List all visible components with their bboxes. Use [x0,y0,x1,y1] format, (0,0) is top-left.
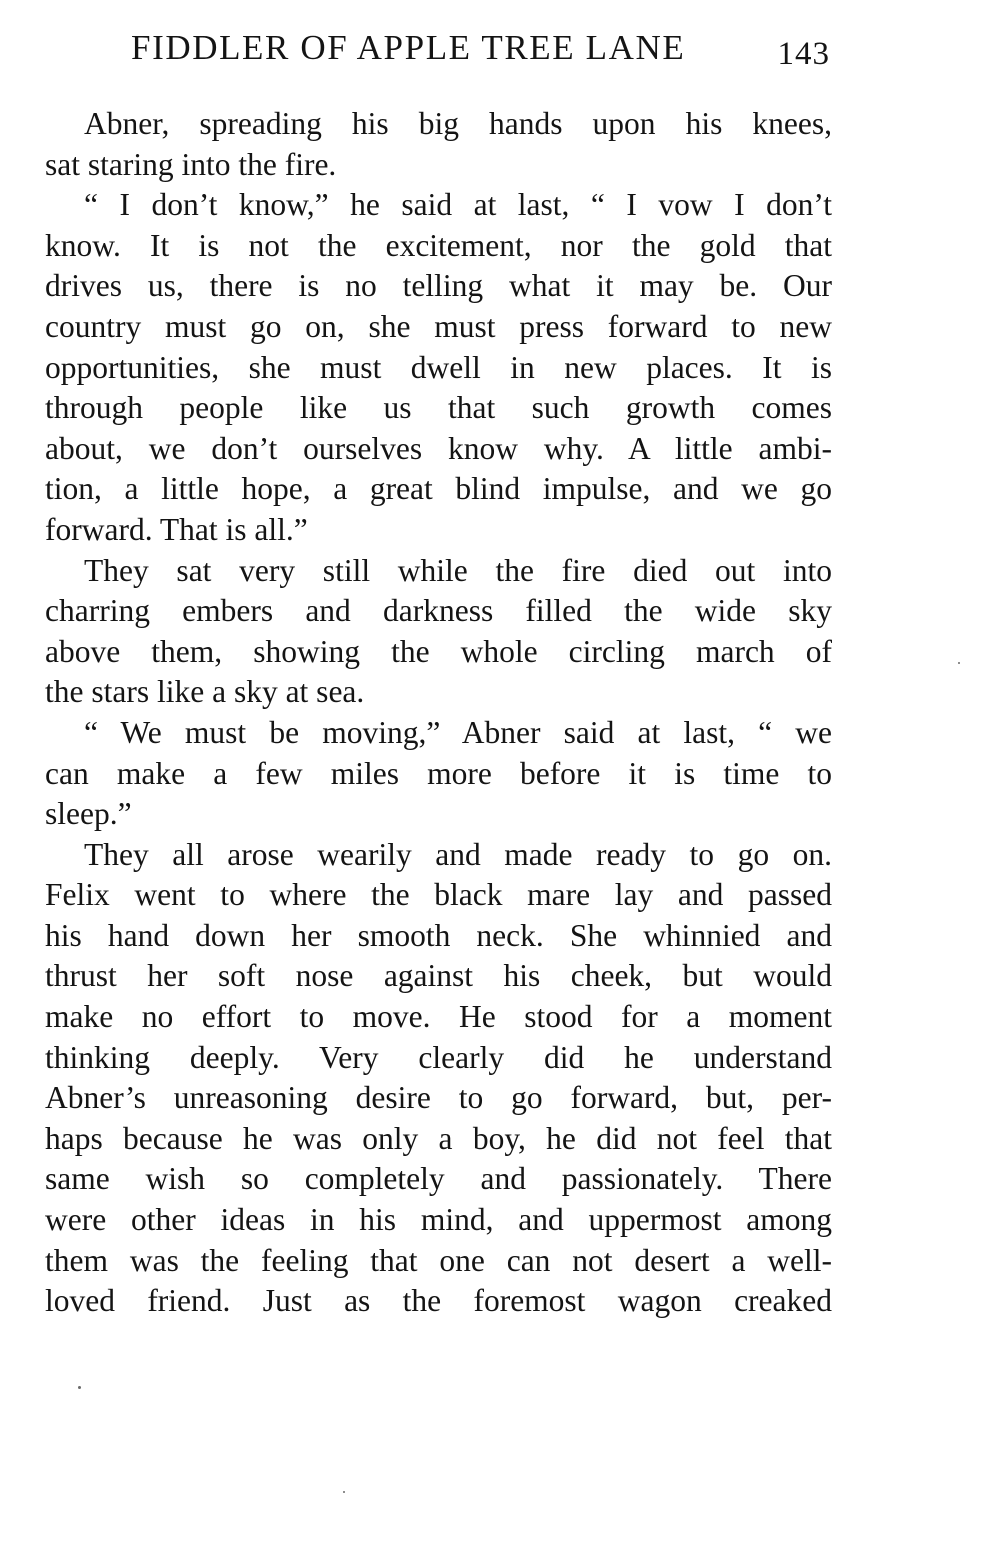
text-line: make no effort to move. He stood for a moment [45,999,832,1035]
text-line: charring embers and darkness filled the wide sky [45,593,832,629]
text-line: the stars like a sky at sea. [45,674,365,710]
text-line: his hand down her smooth neck. She whinnied and [45,917,832,953]
text-line: Abner, spreading his big hands upon his knees, [84,106,832,141]
scan-speck [78,1386,81,1389]
text-line: They sat very still while the fire died out into [84,552,832,588]
text-line: about, we don’t ourselves know why. A little ambi- [45,430,832,466]
text-line: tion, a little hope, a great blind impulse, and we go [45,471,832,507]
running-head [45,28,832,78]
scan-speck [958,662,960,664]
body-text [45,104,832,1322]
text-line: them was the feeling that one can not desert a well- [45,1242,832,1278]
text-line: same wish so completely and passionately. There [45,1161,832,1197]
text-line: sat staring into the fire. [45,146,337,182]
text-line: above them, showing the whole circling march of [45,633,832,669]
text-line: were other ideas in his mind, and uppermost among [45,1202,832,1238]
text-line: forward. That is all.” [45,511,308,547]
text-line: country must go on, she must press forward to new [45,308,832,344]
text-line: know. It is not the excitement, nor the gold that [45,227,832,263]
text-line: through people like us that such growth comes [45,390,832,426]
text-line: thinking deeply. Very clearly did he understand [45,1039,832,1075]
text-line: “ We must be moving,” Abner said at last, “ we [84,714,832,750]
text-line: thrust her soft nose against his cheek, but would [45,958,832,994]
page-number: 143 [777,36,830,72]
text-line: haps because he was only a boy, he did not feel that [45,1120,832,1156]
running-title: FIDDLER OF APPLE TREE LANE [131,28,686,67]
text-line: Felix went to where the black mare lay and passed [45,877,832,913]
text-line: loved friend. Just as the foremost wagon creaked [45,1283,832,1319]
text-line: opportunities, she must dwell in new places. It is [45,349,832,385]
text-line: Abner’s unreasoning desire to go forward, but, per- [45,1080,832,1116]
text-line: drives us, there is no telling what it may be. Our [45,268,832,304]
text-line: can make a few miles more before it is time to [45,755,832,791]
text-line: sleep.” [45,796,132,832]
text-line: They all arose wearily and made ready to go on. [84,836,832,872]
text-line: “ I don’t know,” he said at last, “ I vow I don’t [84,187,832,223]
scan-speck [343,1491,345,1493]
